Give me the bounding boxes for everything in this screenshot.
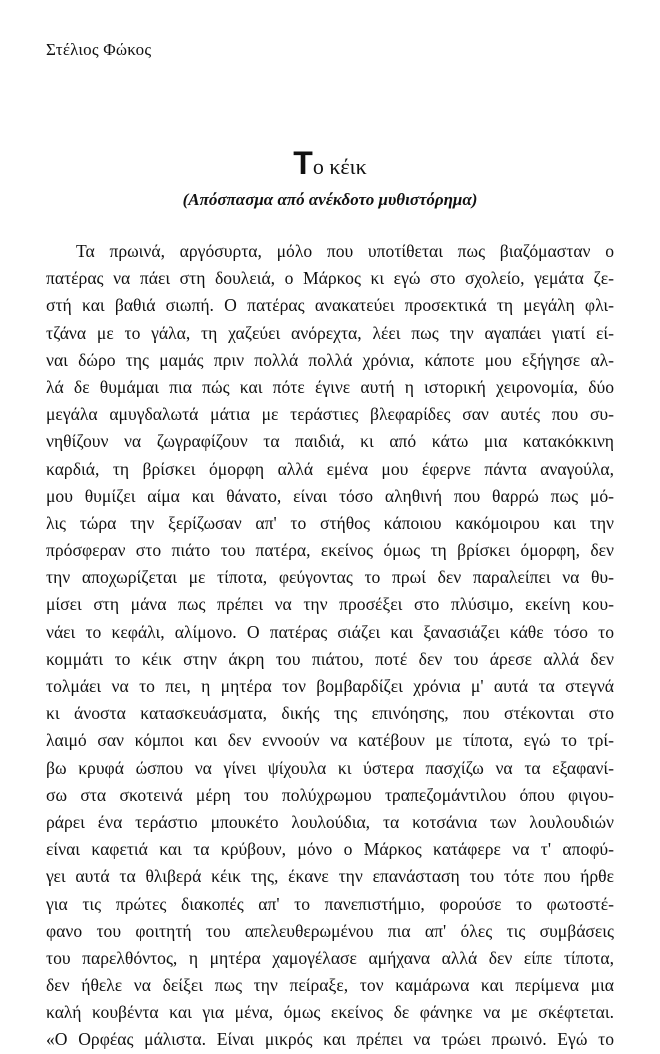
text-line: για τις πρώτες διακοπές απ' το πανεπιστήμιο, φορούσε το φωτοστέ- [46, 893, 614, 914]
text-line: είναι καφετιά και τα κρύβουν, μόνο ο Μάρκος κατάφερε να τ' αποφύ- [46, 839, 614, 860]
text-line: βω κρυφά ώσπου να γίνει ψίχουλα κι ύστερα πασχίζω να τα εξαφανί- [46, 757, 614, 778]
text-line: μου θυμίζει αίμα και θάνατο, είναι τόσο αληθινή που θαρρώ πως μό- [46, 485, 614, 506]
text-line: του παρελθόντος, η μητέρα χαμογέλασε αμήχανα αλλά δεν είπε τίποτα, [46, 947, 614, 968]
text-line: λά δε θυμάμαι πια πώς και πότε έγινε αυτή η ιστορική χειρονομία, δύο [46, 376, 614, 397]
text-line: πρόσφεραν στο πιάτο του πατέρα, εκείνος όμως τη βρίσκει όμορφη, δεν [46, 540, 614, 561]
title-rest: ο κέικ [312, 154, 367, 179]
text-line: δεν ήθελε να δείξει πως την πείραξε, τον καμάρωνα και περίμενα μια [46, 975, 614, 996]
text-line: ναι δώρο της μαμάς πριν πολλά πολλά χρόνια, κάποτε μου εξήγησε αλ- [46, 349, 614, 370]
text-line: σω στα σκοτεινά μέρη του πολύχρωμου τραπεζομάντιλου όπου φιγου- [46, 784, 614, 805]
text-line: πατέρας να πάει στη δουλειά, ο Μάρκος κι εγώ στο σχολείο, γεμάτα ζε- [46, 268, 614, 289]
chapter-title [0, 146, 660, 184]
text-line: μίσει στη μάνα πως πρέπει να την προσέξει στο πλύσιμο, εκείνη κου- [46, 594, 614, 615]
chapter-subtitle: (Απόσπασμα από ανέκδοτο μυθιστόρημα) [182, 190, 478, 209]
text-line: φανο του φοιτητή του απελευθερωμένου πια απ' όλες τις συμβάσεις [46, 920, 614, 941]
text-line: τολμάει να το πει, η μητέρα τον βομβαρδίζει χρόνια μ' αυτά τα στεγνά [46, 676, 614, 696]
text-line: την αποχωρίζεται με τίποτα, φεύγοντας το πρωί δεν παραλείπει να θυ- [46, 567, 614, 588]
text-line: καλή κουβέντα και για μένα, όμως εκείνος δε φάνηκε να με σκέφτεται. [46, 1002, 614, 1023]
text-line: τζάνα με το γάλα, τη χαζεύει ανόρεχτα, λέει πως την αγαπάει γιατί εί- [46, 322, 614, 343]
text-line: στή και βαθιά σιωπή. Ο πατέρας ανακατεύει προσεκτικά τη μεγάλη φλι- [46, 295, 614, 316]
running-header-author: Στέλιος Φώκος [46, 40, 152, 59]
text-line: κομμάτι το κέικ στην άκρη του πιάτου, ποτέ δεν του άρεσε αλλά δεν [46, 648, 614, 669]
text-line: Τα πρωινά, αργόσυρτα, μόλο που υποτίθεται πως βιαζόμασταν ο [76, 241, 614, 261]
text-line: ράρει ένα τεράστιο μπουκέτο λουλούδια, τα κοτσάνια των λουλουδιών [46, 811, 614, 832]
text-line: «Ο Ορφέας μάλιστα. Είναι μικρός και πρέπει να τρώει πρωινό. Εγώ το [46, 1029, 614, 1050]
text-line: καρδιά, τη βρίσκει όμορφη αλλά εμένα μου έφερνε πάντα αναγούλα, [46, 458, 614, 479]
body-text [46, 238, 614, 1054]
text-line: λαιμό σαν κόμποι και δεν εννοούν να κατέβουν με τίποτα, εγώ το τρί- [46, 730, 614, 751]
text-line: νάει το κεφάλι, αλίμονο. Ο πατέρας σιάζει και ξανασιάζει κάθε τόσο το [46, 621, 614, 642]
text-line: μεγάλα αμυγδαλωτά μάτια με τεράστιες βλεφαρίδες σαν αυτές που συ- [46, 404, 614, 425]
text-line: νηθίζουν να ζωγραφίζουν τα παιδιά, κι από κάτω μια κατακόκκινη [46, 431, 614, 452]
text-line: κι άνοστα κατασκευάσματα, δικής της επινόησης, που στέκονται στο [46, 703, 614, 724]
title-initial: Τ [293, 145, 313, 181]
text-line: γει αυτά τα θλιβερά κέικ της, έκανε την επανάσταση του τότε που ήρθε [46, 866, 614, 887]
text-line: λις τώρα την ξερίζωσαν απ' το στήθος κάποιου κακόμοιρου και την [46, 512, 614, 533]
